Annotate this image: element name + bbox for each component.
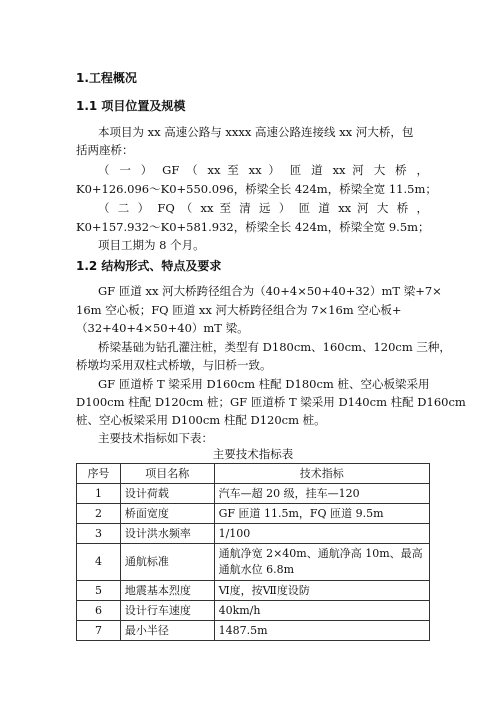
paragraph-line: 16m 空心板；FQ 匝道 xx 河大桥跨径组合为 7×16m 空心板+	[76, 303, 402, 317]
paragraph-line: K0+126.096～K0+550.096，桥梁全长 424m，桥梁全宽 11.5m；	[76, 182, 437, 196]
paragraph-line: 桥墩均采用双柱式桥墩，与旧桥一致。	[76, 358, 272, 372]
row-no: 5	[77, 581, 121, 601]
table-row	[77, 621, 430, 641]
paragraph-line: 桩、空心板梁采用 D100cm 柱配 D120cm 桩。	[76, 413, 326, 427]
row-value: GF 匝道 11.5m，FQ 匝道 9.5m	[214, 504, 429, 524]
table-row	[77, 601, 430, 621]
header-name: 项目名称	[120, 464, 214, 484]
row-value: 汽车—超 20 级，挂车—120	[214, 484, 429, 504]
row-value: 1487.5m	[214, 621, 429, 641]
row-no: 1	[77, 484, 121, 504]
table-caption: 主要技术指标表	[212, 447, 294, 461]
section-heading-location: 1.1 项目位置及规模	[76, 99, 186, 113]
row-name: 通航标准	[120, 544, 214, 581]
row-value-line: 通航水位 6.8m	[218, 563, 295, 576]
paragraph-line: 括两座桥：	[76, 143, 134, 157]
header-value: 技术指标	[214, 464, 429, 484]
paragraph-line: D100cm 柱配 D120cm 桩；GF 匝道桥 T 梁采用 D140cm 柱配 D160cm	[76, 395, 466, 409]
row-no: 4	[77, 544, 121, 581]
chapter-heading: 1.工程概况	[76, 71, 137, 85]
table-row	[77, 484, 430, 504]
row-value	[214, 544, 429, 581]
row-value-line: 通航净宽 2×40m、通航净高 10m、最高	[218, 547, 423, 560]
paragraph-line: 项目工期为 8 个月。	[98, 238, 205, 252]
row-value: 40km/h	[214, 601, 429, 621]
paragraph-line: GF 匝道 xx 河大桥跨径组合为（40+4×50+40+32）mT 梁+7×	[98, 284, 442, 298]
row-name: 设计行车速度	[120, 601, 214, 621]
table-row	[77, 504, 430, 524]
row-name: 最小半径	[120, 621, 214, 641]
paragraph-line: 桥梁基础为钻孔灌注桩，类型有 D180cm、160cm、120cm 三种，	[98, 340, 451, 354]
row-no: 3	[77, 524, 121, 544]
paragraph-line: （ 二 ） FQ （ xx 至 清 远 ） 匝 道 xx 河 大 桥 ，	[98, 201, 428, 215]
paragraph-line: （ 一 ） GF （ xx 至 xx ） 匝 道 xx 河 大 桥 ，	[98, 163, 428, 177]
row-name: 桥面宽度	[120, 504, 214, 524]
table-row	[77, 544, 430, 581]
table-header-row	[77, 464, 430, 484]
row-name: 地震基本烈度	[120, 581, 214, 601]
paragraph-line: 本项目为 xx 高速公路与 xxxx 高速公路连接线 xx 河大桥，包	[98, 125, 414, 139]
row-no: 6	[77, 601, 121, 621]
row-value: 1/100	[214, 524, 429, 544]
row-name: 设计洪水频率	[120, 524, 214, 544]
section-heading-structure: 1.2 结构形式、特点及要求	[76, 259, 222, 273]
tech-spec-table	[76, 463, 430, 641]
row-name: 设计荷载	[120, 484, 214, 504]
paragraph-line: K0+157.932～K0+581.932，桥梁全长 424m，桥梁全宽 9.5m；	[76, 220, 430, 234]
paragraph-line: 主要技术指标如下表：	[98, 431, 213, 445]
table-row	[77, 581, 430, 601]
paragraph-line: GF 匝道桥 T 梁采用 D160cm 柱配 D180cm 桩、空心板梁采用	[98, 377, 430, 391]
row-value: Ⅵ度，按Ⅶ度设防	[214, 581, 429, 601]
row-no: 2	[77, 504, 121, 524]
header-no: 序号	[77, 464, 121, 484]
row-no: 7	[77, 621, 121, 641]
paragraph-line: （32+40+4×50+40）mT 梁。	[76, 321, 249, 335]
table-row	[77, 524, 430, 544]
